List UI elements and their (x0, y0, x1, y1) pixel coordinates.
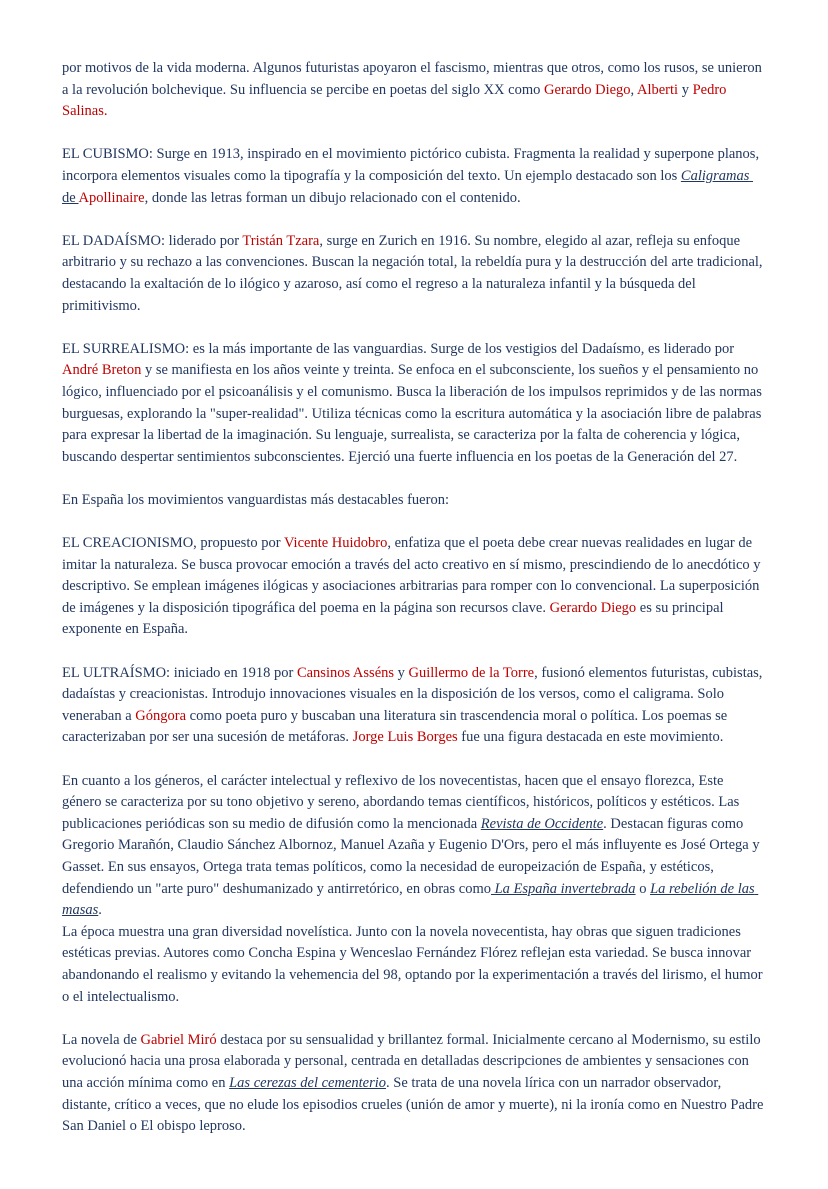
highlighted-name: Góngora (135, 707, 187, 724)
text-run: La época muestra una gran diversidad novelística. Junto con la novela novecentista, hay obras que siguen tradiciones estéticas previas. Autores como Concha Espina y Wenceslao Fernández Flórez reflejan esta variedad. Se busca innovar abandonando el realismo y evitando la vehemencia del 98, optando por la experimentación a través del lirismo, el humor o el intelectualismo. (62, 923, 767, 1005)
text-run: por motivos de la vida moderna. Algunos futuristas apoyaron el fascismo, mientras que otros, como los rusos, se unieron a la revolución bolchevique. Su influencia se percibe en poetas del siglo XX como (62, 60, 766, 98)
text-run: , fusionó elementos futuristas, cubistas, dadaístas y creacionistas. Introdujo innovaciones visuales en la disposición de los versos, como el caligrama. Solo veneraban a (62, 664, 767, 724)
text-run: EL ULTRAÍSMO: iniciado en 1918 por (62, 664, 297, 681)
highlighted-name: Vicente Huidobro (283, 535, 388, 552)
paragraph (62, 339, 766, 469)
text-run: . Se trata de una novela lírica con un narrador observador, distante, crítico a veces, que no elude los episodios crueles (unión de amor y muerte), ni la ironía como en Nuestro Padre San Daniel o El obispo leproso. (62, 1074, 768, 1135)
highlighted-name: André Breton (62, 362, 142, 379)
highlighted-name: Pedro Salinas. (62, 81, 731, 120)
highlighted-name: Jorge Luis Borges (352, 729, 458, 746)
work-title: La España invertebrada (490, 880, 636, 897)
text-run: , (630, 81, 637, 98)
paragraph (62, 771, 766, 922)
text-run: y (394, 664, 409, 681)
paragraph (62, 490, 766, 512)
highlighted-name: Guillermo de la Torre (408, 664, 535, 681)
text-run: como poeta puro y buscaban una literatura sin trascendencia moral o política. Los poemas se caracterizaban por ser una sucesión de metáforas. (62, 707, 731, 746)
text-run: EL CREACIONISMO, propuesto por (62, 535, 284, 552)
text-run: fue una figura destacada en este movimiento. (457, 729, 724, 746)
text-run: , surge en Zurich en 1916. Su nombre, elegido al azar, refleja su enfoque arbitrario y su rechazo a las convenciones. Buscan la negación total, la rebeldía pura y la destrucción del arte tradicional, destacando la exaltación de lo ilógico y azaroso, así como el regreso a la naturaleza infantil y la búsqueda del primitivismo. (62, 232, 767, 314)
text-run: EL DADAÍSMO: liderado por (62, 232, 243, 249)
text-run: . (98, 902, 102, 919)
highlighted-name: Gabriel Miró (140, 1031, 217, 1048)
text-run: , enfatiza que el poeta debe crear nuevas realidades en lugar de imitar la naturaleza. Se busca provocar emoción a través del acto creativo en sí mismo, prescindiendo de lo anecdótico y descriptivo. Se emplean imágenes ilógicas y asociaciones arbitrarias para romper con lo convencional. La superposición de imágenes y la disposición tipográfica del poema en la página son recursos clave. (62, 535, 765, 616)
text-run: . Destacan figuras como Gregorio Marañón, Claudio Sánchez Albornoz, Manuel Azaña y Eugenio D'Ors, pero el más influyente es José Ortega y Gasset. En sus ensayos, Ortega trata temas políticos, como la necesidad de europeización de España, y estéticos, defendiendo un "arte puro" deshumanizado y antirretórico, en obras como (62, 815, 764, 897)
highlighted-name: Tristán Tzara (242, 232, 320, 249)
highlighted-name: Cansinos Asséns (296, 664, 395, 681)
highlighted-name: Gerardo Diego (549, 599, 637, 616)
highlighted-name: Alberti (637, 81, 679, 98)
text-run: o (635, 880, 651, 897)
text-run: EL SURREALISMO: es la más importante de las vanguardias. Surge de los vestigios del Dadaísmo, es liderado por (62, 340, 737, 357)
text-run: , donde las letras forman un dibujo relacionado con el contenido. (144, 189, 521, 206)
paragraph (62, 922, 766, 1008)
work-title: Revista de Occidente (480, 815, 604, 832)
paragraph (62, 58, 766, 123)
paragraph (62, 144, 766, 209)
text-run: En España los movimientos vanguardistas más destacables fueron: (62, 491, 449, 508)
paragraph (62, 663, 766, 749)
paragraph (62, 1030, 766, 1138)
text-run: La novela de (62, 1031, 141, 1048)
underlined-text: de (62, 167, 754, 206)
paragraph (62, 231, 766, 317)
text-run: EL CUBISMO: Surge en 1913, inspirado en el movimiento pictórico cubista. Fragmenta la realidad y superpone planos, incorpora elementos visuales como la tipografía y la composición del texto. Un ejemplo destacado son los (62, 146, 763, 184)
paragraph (62, 533, 766, 641)
text-run: y (678, 81, 693, 98)
text-run: y se manifiesta en los años veinte y treinta. Se enfoca en el subconsciente, los sueños y el pensamiento no lógico, influenciado por el psicoanálisis y el comunismo. Busca la liberación de los impulsos reprimidos y de las normas burguesas, explorando la "super-realidad". Utiliza técnicas como la escritura automática y la asociación libre de palabras para expresar la libertad de la imaginación. Su lenguaje, surrealista, se caracteriza por la falta de coherencia y lógica, buscando despertar sentimientos subconscientes. Ejerció una fuerte influencia en los poetas de la Generación del 27. (62, 362, 766, 465)
work-title: La rebelión de las masas (62, 880, 759, 919)
highlighted-name: Gerardo Diego (543, 81, 631, 98)
text-run: destaca por su sensualidad y brillantez formal. Inicialmente cercano al Modernismo, su estilo evolucionó hacia una prosa elaborada y personal, centrada en detalladas descripciones de ambientes y sensaciones con una acción mínima como en (62, 1031, 765, 1091)
text-run: En cuanto a los géneros, el carácter intelectual y reflexivo de los novecentistas, hacen que el ensayo florezca, Este género se caracteriza por su tono objetivo y sereno, abordando temas científicos, históricos, políticos y estéticos. Las publicaciones periódicas son su medio de difusión como la mencionada (62, 772, 743, 832)
work-title: Caligramas (680, 167, 750, 184)
work-title: Las cerezas del cementerio (229, 1074, 387, 1091)
text-run: es su principal exponente en España. (62, 599, 728, 638)
highlighted-name: Apollinaire (78, 189, 145, 206)
